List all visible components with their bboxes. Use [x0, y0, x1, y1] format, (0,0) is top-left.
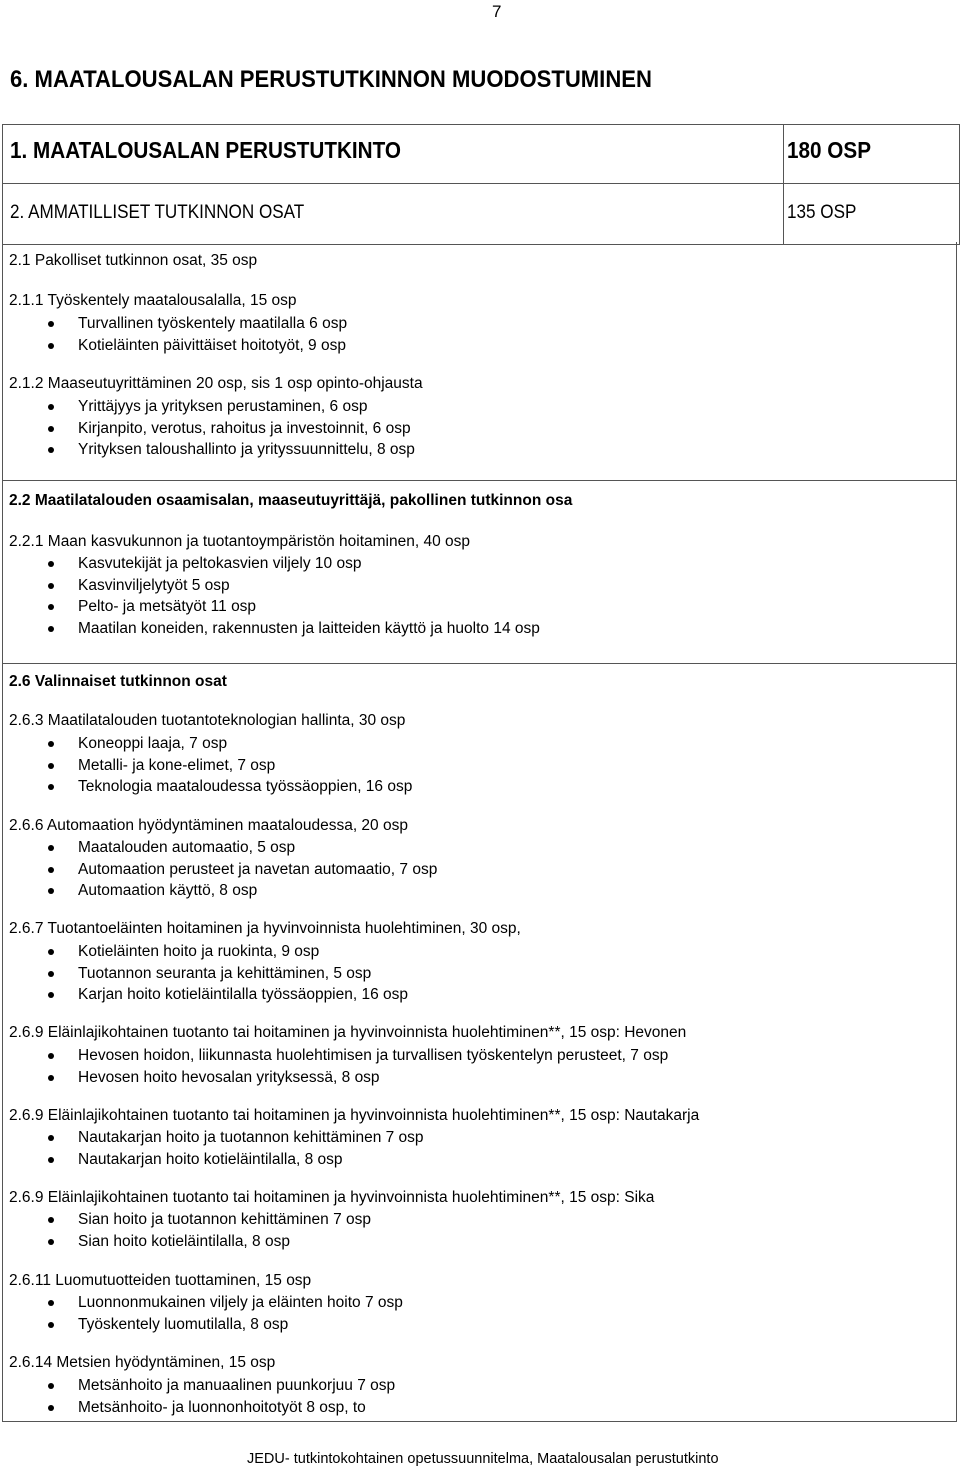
unit-2-6-9-nautakarja-title: 2.6.9 Eläinlajikohtainen tuotanto tai hoitaminen ja hyvinvoinnista huolehtiminen**, 15 osp: Nautakarja	[9, 1107, 700, 1124]
section-2-2-heading: 2.2 Maatilatalouden osaamisalan, maaseutuyrittäjä, pakollinen tutkinnon osa	[9, 492, 573, 509]
list-item: Turvallinen työskentely maatilalla 6 osp	[0, 313, 347, 335]
page-footer: JEDU- tutkintokohtainen opetussuunnitelma, Maatalousalan perustutkinto	[247, 1451, 719, 1467]
list-item: Tuotannon seuranta ja kehittäminen, 5 osp	[0, 963, 408, 985]
box-right-border	[956, 242, 957, 1422]
list-item: Luonnonmukainen viljely ja eläinten hoito 7 osp	[0, 1292, 403, 1314]
list-item: Kotieläinten päivittäiset hoitotyöt, 9 osp	[0, 335, 347, 357]
list-item: Nautakarjan hoito kotieläintilalla, 8 osp	[0, 1149, 424, 1171]
degree-table	[2, 124, 960, 245]
list-item: Yrityksen taloushallinto ja yrityssuunnittelu, 8 osp	[0, 439, 415, 461]
unit-2-6-3-list	[0, 733, 412, 798]
unit-2-2-1-title: 2.2.1 Maan kasvukunnon ja tuotantoympäristön hoitaminen, 40 osp	[9, 533, 470, 550]
list-item: Metsänhoito- ja luonnonhoitotyöt 8 osp, to	[0, 1397, 395, 1419]
divider-after-2-1	[2, 480, 957, 481]
list-item: Maatalouden automaatio, 5 osp	[0, 837, 437, 859]
section-2-1-heading: 2.1 Pakolliset tutkinnon osat, 35 osp	[9, 252, 258, 269]
vocational-title: 2. AMMATILLISET TUTKINNON OSAT	[10, 202, 305, 223]
list-item: Hevosen hoidon, liikunnasta huolehtimisen ja turvallisen työskentelyn perusteet, 7 osp	[0, 1045, 668, 1067]
unit-2-6-3-title: 2.6.3 Maatilatalouden tuotantoteknologian hallinta, 30 osp	[9, 712, 406, 729]
unit-2-6-14-list	[0, 1375, 395, 1418]
list-item: Sian hoito ja tuotannon kehittäminen 7 osp	[0, 1209, 371, 1231]
unit-2-1-2-title: 2.1.2 Maaseutuyrittäminen 20 osp, sis 1 osp opinto-ohjausta	[9, 375, 423, 392]
list-item: Teknologia maataloudessa työssäoppien, 16 osp	[0, 776, 412, 798]
unit-2-1-1-list	[0, 313, 347, 356]
unit-2-6-9-hevonen-title: 2.6.9 Eläinlajikohtainen tuotanto tai hoitaminen ja hyvinvoinnista huolehtiminen**, 15 osp: Hevonen	[9, 1024, 687, 1041]
list-item: Kotieläinten hoito ja ruokinta, 9 osp	[0, 941, 408, 963]
unit-2-6-7-list	[0, 941, 408, 1006]
list-item: Hevosen hoito hevosalan yrityksessä, 8 osp	[0, 1067, 668, 1089]
list-item: Pelto- ja metsätyöt 11 osp	[0, 596, 540, 618]
list-item: Metalli- ja kone-elimet, 7 osp	[0, 755, 412, 777]
divider-after-2-2	[2, 663, 957, 664]
unit-2-6-6-list	[0, 837, 437, 902]
unit-2-2-1-list	[0, 553, 540, 639]
section-2-6-heading: 2.6 Valinnaiset tutkinnon osat	[9, 673, 227, 690]
list-item: Yrittäjyys ja yrityksen perustaminen, 6 osp	[0, 396, 415, 418]
page-number: 7	[492, 2, 502, 21]
unit-2-6-9-hevonen-list	[0, 1045, 668, 1088]
unit-2-6-9-sika-title: 2.6.9 Eläinlajikohtainen tuotanto tai hoitaminen ja hyvinvoinnista huolehtiminen**, 15 osp: Sika	[9, 1189, 655, 1206]
list-item: Automaation perusteet ja navetan automaatio, 7 osp	[0, 859, 437, 881]
unit-2-6-9-sika-list	[0, 1209, 371, 1252]
list-item: Työskentely luomutilalla, 8 osp	[0, 1314, 403, 1336]
unit-2-6-6-title: 2.6.6 Automaation hyödyntäminen maataloudessa, 20 osp	[9, 817, 408, 834]
vocational-title-cell	[3, 184, 784, 245]
degree-title: 1. MAATALOUSALAN PERUSTUTKINTO	[10, 137, 402, 163]
unit-2-1-2-list	[0, 396, 415, 461]
unit-2-6-9-nautakarja-list	[0, 1127, 424, 1170]
list-item: Sian hoito kotieläintilalla, 8 osp	[0, 1231, 371, 1253]
unit-2-6-11-title: 2.6.11 Luomutuotteiden tuottaminen, 15 osp	[9, 1272, 312, 1289]
unit-2-6-7-title: 2.6.7 Tuotantoeläinten hoitaminen ja hyvinvoinnista huolehtiminen, 30 osp,	[9, 920, 521, 937]
degree-osp: 180 OSP	[787, 137, 872, 163]
vocational-osp-cell	[784, 184, 960, 245]
list-item: Nautakarjan hoito ja tuotannon kehittäminen 7 osp	[0, 1127, 424, 1149]
unit-2-6-11-list	[0, 1292, 403, 1335]
list-item: Kasvutekijät ja peltokasvien viljely 10 osp	[0, 553, 540, 575]
list-item: Metsänhoito ja manuaalinen puunkorjuu 7 osp	[0, 1375, 395, 1397]
list-item: Kirjanpito, verotus, rahoitus ja investoinnit, 6 osp	[0, 418, 415, 440]
box-bottom-border	[2, 1421, 957, 1422]
list-item: Kasvinviljelytyöt 5 osp	[0, 575, 540, 597]
degree-title-cell	[3, 125, 784, 184]
list-item: Koneoppi laaja, 7 osp	[0, 733, 412, 755]
main-heading: 6. MAATALOUSALAN PERUSTUTKINNON MUODOSTUMINEN	[10, 66, 652, 93]
list-item: Maatilan koneiden, rakennusten ja laitteiden käyttö ja huolto 14 osp	[0, 618, 540, 640]
list-item: Karjan hoito kotieläintilalla työssäoppien, 16 osp	[0, 984, 408, 1006]
list-item: Automaation käyttö, 8 osp	[0, 880, 437, 902]
unit-2-1-1-title: 2.1.1 Työskentely maatalousalalla, 15 osp	[9, 292, 297, 309]
unit-2-6-14-title: 2.6.14 Metsien hyödyntäminen, 15 osp	[9, 1354, 276, 1371]
degree-osp-cell	[784, 125, 960, 184]
vocational-osp: 135 OSP	[787, 202, 857, 223]
